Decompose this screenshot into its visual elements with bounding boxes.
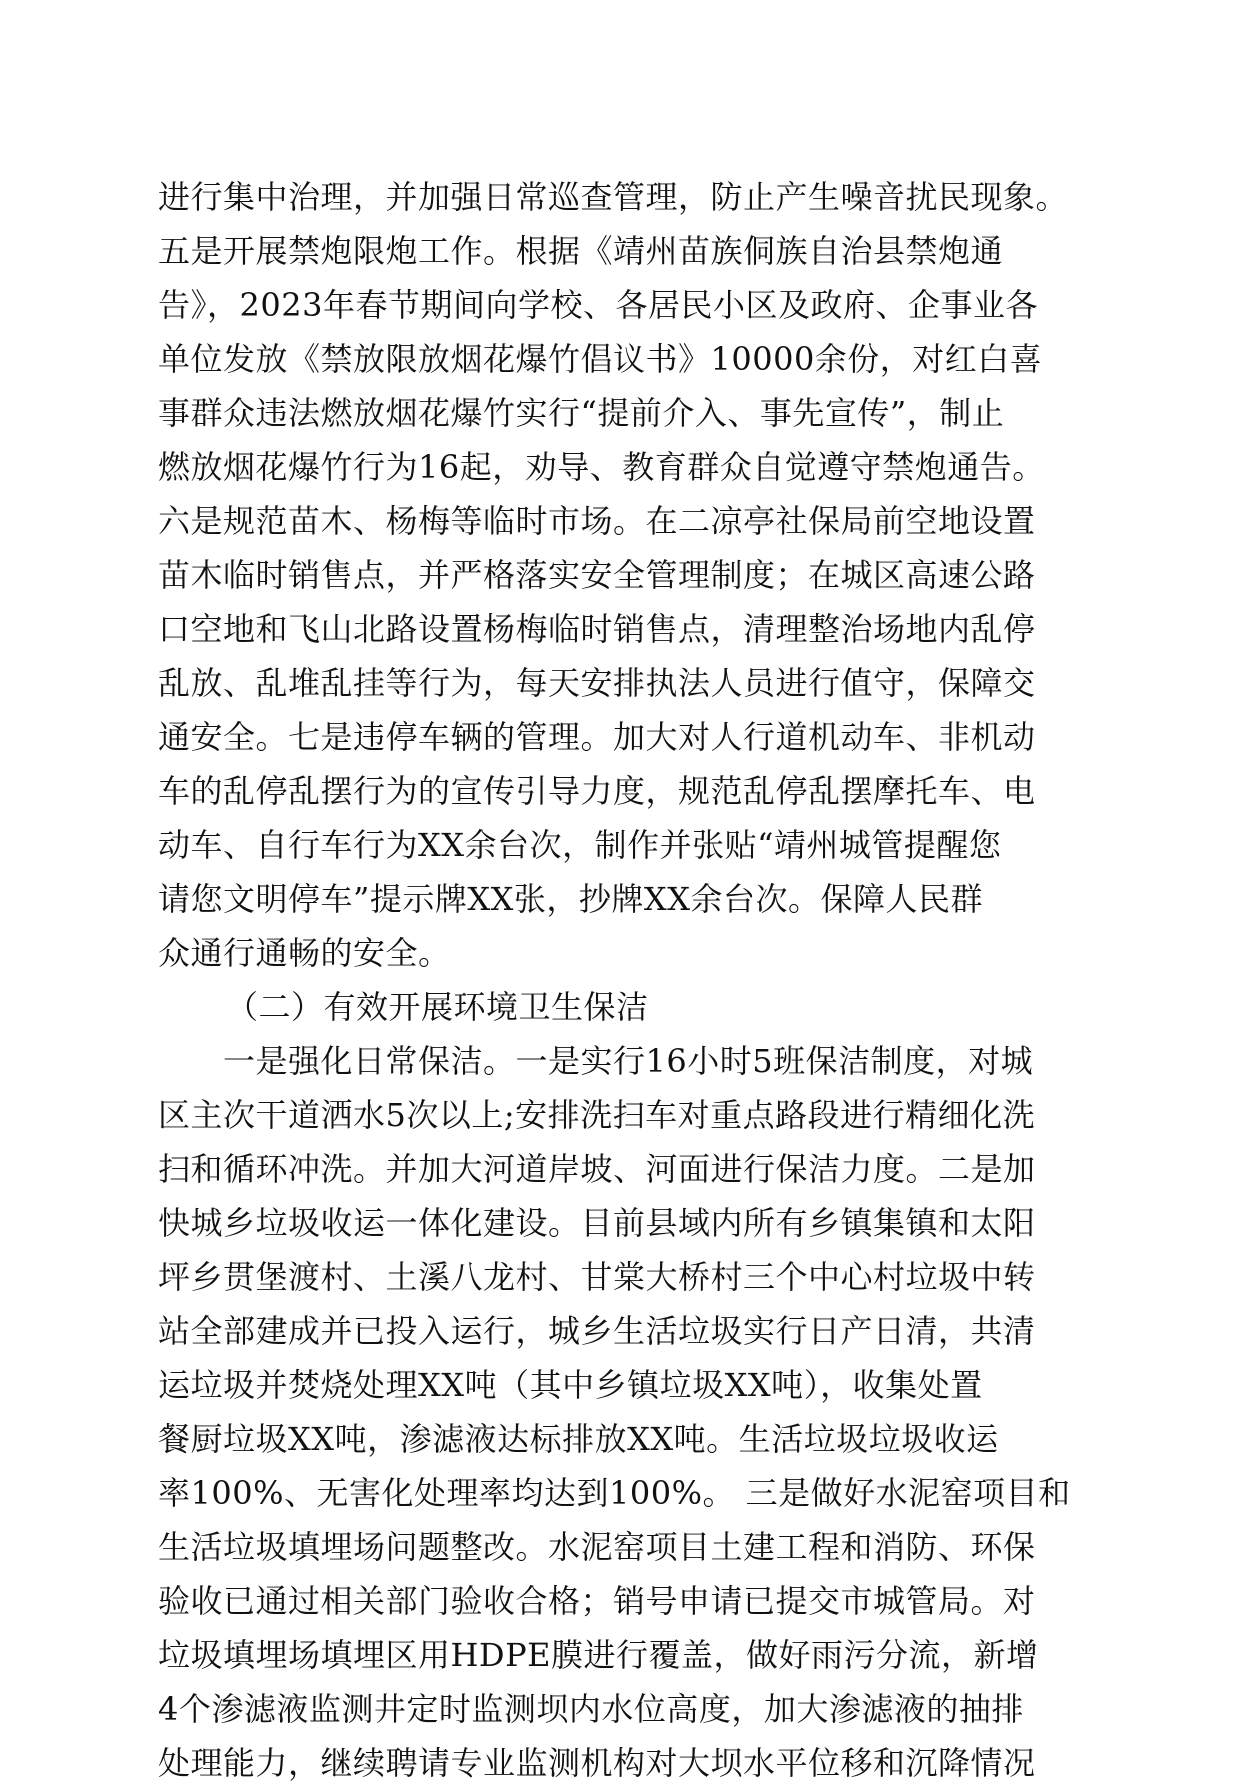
- text-line: 告》，2023年春节期间向学校、各居民小区及政府、企事业各: [158, 286, 1038, 324]
- text-line: 运垃圾并焚烧处理XX吨（其中乡镇垃圾XX吨），收集处置: [158, 1366, 983, 1404]
- text-line: 一是强化日常保洁。一是实行16小时5班保洁制度，对城: [158, 1042, 1034, 1080]
- text-line: 垃圾填埋场填埋区用HDPE膜进行覆盖，做好雨污分流，新增: [158, 1636, 1039, 1674]
- section-heading: （二）有效开展环境卫生保洁: [226, 988, 649, 1026]
- text-line: 生活垃圾填埋场问题整改。水泥窑项目土建工程和消防、环保: [158, 1528, 1036, 1566]
- text-line: 区主次干道洒水5次以上;安排洗扫车对重点路段进行精细化洗: [158, 1096, 1036, 1134]
- text-line: 单位发放《禁放限放烟花爆竹倡议书》10000余份，对红白喜: [158, 340, 1043, 378]
- text-line: 众通行通畅的安全。: [158, 934, 451, 972]
- text-line: 车的乱停乱摆行为的宣传引导力度，规范乱停乱摆摩托车、电: [158, 772, 1036, 810]
- text-line: 六是规范苗木、杨梅等临时市场。在二凉亭社保局前空地设置: [158, 502, 1036, 540]
- text-line: 处理能力，继续聘请专业监测机构对大坝水平位移和沉降情况: [158, 1744, 1036, 1782]
- text-line: 请您文明停车”提示牌XX张，抄牌XX余台次。保障人民群: [158, 880, 983, 918]
- text-line: 快城乡垃圾收运一体化建设。目前县域内所有乡镇集镇和太阳: [158, 1204, 1036, 1242]
- text-line: 站全部建成并已投入运行，城乡生活垃圾实行日产日清，共清: [158, 1312, 1036, 1350]
- text-line: 餐厨垃圾XX吨，渗滤液达标排放XX吨。生活垃圾垃圾收运: [158, 1420, 999, 1458]
- text-line: 4个渗滤液监测井定时监测坝内水位高度，加大渗滤液的抽排: [158, 1690, 1024, 1728]
- text-line: 事群众违法燃放烟花爆竹实行“提前介入、事先宣传”，制止: [158, 394, 1005, 432]
- text-line: 通安全。七是违停车辆的管理。加大对人行道机动车、非机动: [158, 718, 1036, 756]
- text-line: 口空地和飞山北路设置杨梅临时销售点，清理整治场地内乱停: [158, 610, 1036, 648]
- text-line: 苗木临时销售点，并严格落实安全管理制度；在城区高速公路: [158, 556, 1036, 594]
- text-line: 动车、自行车行为XX余台次，制作并张贴“靖州城管提醒您: [158, 826, 1002, 864]
- text-line: 乱放、乱堆乱挂等行为，每天安排执法人员进行值守，保障交: [158, 664, 1036, 702]
- text-line: 验收已通过相关部门验收合格；销号申请已提交市城管局。对: [158, 1582, 1036, 1620]
- text-line: 五是开展禁炮限炮工作。根据《靖州苗族侗族自治县禁炮通: [158, 232, 1004, 270]
- body-text: [158, 170, 1098, 1790]
- text-line: 扫和循环冲洗。并加大河道岸坡、河面进行保洁力度。二是加: [158, 1150, 1036, 1188]
- text-line: 坪乡贯堡渡村、土溪八龙村、甘棠大桥村三个中心村垃圾中转: [158, 1258, 1036, 1296]
- text-line: 燃放烟花爆竹行为16起，劝导、教育群众自觉遵守禁炮通告。: [158, 448, 1045, 486]
- text-line: 进行集中治理，并加强日常巡查管理，防止产生噪音扰民现象。: [158, 178, 1069, 216]
- text-line: 率100%、无害化处理率均达到100%。 三是做好水泥窑项目和: [158, 1474, 1071, 1512]
